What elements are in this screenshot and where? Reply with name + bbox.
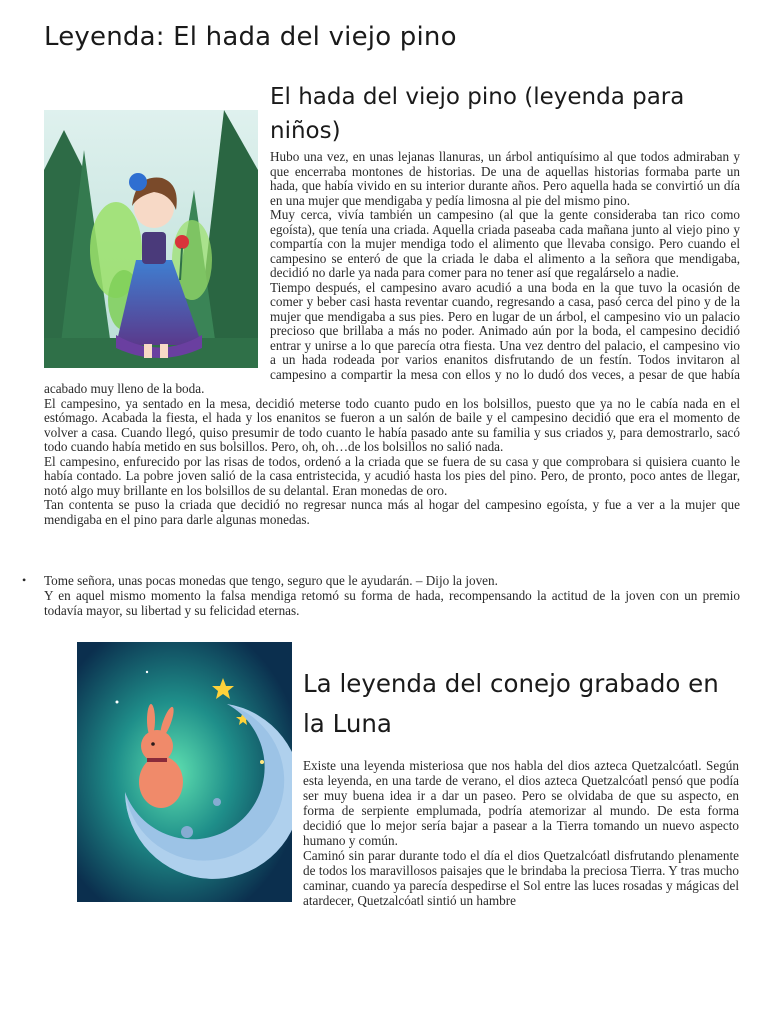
bullet-text: Tome señora, unas pocas monedas que tengo, seguro que le ayudarán. – Dijo la joven. [44, 573, 498, 588]
section1-paragraph-2: Muy cerca, vivía también un campesino (al que la gente consideraba tan rico como egoísta), que tenía una criada. Aquella criada paseaba cada mañana junto al viejo pino y compartía con la mujer mendiga todo el alimento que llevaba consigo. Pero cuando el campesino se enteró de que la criada le daba el alimento a la señora que mendigaba, decidió no darle ya nada para comer para no tener así que regalárselo a nadie. [270, 207, 740, 280]
rabbit-moon-illustration [77, 642, 292, 902]
section1-paragraph-1: Hubo una vez, en unas lejanas llanuras, un árbol antiquísimo al que todos admiraban y que encerraba montones de historias. De una de aquellas historias formaba parte un hada, que había vivido en su interior durante años. Pero aquella hada se convirtió un día en una mujer que mendigaba y pedía limosna al pie del mismo pino. [270, 149, 740, 208]
section1-heading: El hada del viejo pino (leyenda para niños) [270, 84, 685, 144]
section1-dialogue [22, 573, 740, 618]
section1-body [44, 150, 740, 527]
page-title: Leyenda: El hada del viejo pino [44, 22, 457, 52]
section1-closing: Y en aquel mismo momento la falsa mendiga retomó su forma de hada, recompensando la actitud de la joven con un premio todavía mayor, su libertad y su felicidad eternas. [44, 588, 740, 618]
section1-paragraph-4: El campesino, ya sentado en la mesa, decidió meterse todo cuanto pudo en los bolsillos, puesto que ya no le cabía nada en el estómago. Acabada la fiesta, el hada y los enanitos se fueron a un salón de baile y el campesino decidió que era el momento de volver a casa. Cuando llegó, quiso presumir de todo cuanto le había pasado ante su familia y sus criados y, para demostrarlo, sacó todo cuando había metido en sus bolsillos. Pero, oh, oh…de los bolsillos no salió nada. [44, 395, 740, 454]
bullet-item [22, 573, 740, 588]
bullet-dot: • [22, 573, 27, 587]
section1-paragraph-3: Tiempo después, el campesino avaro acudió a una boda en la que tuvo la ocasión de comer y beber casi hasta reventar cuando, regresando a casa, pasó cerca del pino y de la mujer que mendigaba a sus pies. Pero en lugar de un árbol, el campesino vio un palacio precioso que brillaba a más no poder. Animado aún por la boda, el campesino decidió entrar y unirse a lo que parecía otra fiesta. Una vez dentro del palacio, el campesino vio a un hada rodeada por varios enanitos disfrutando de un festín. Todos invitaron al campesino a compartir la mesa con ellos y no lo dudó dos veces, a pesar de que había acabado muy lleno de la boda. [44, 279, 740, 396]
section1-paragraph-5: El campesino, enfurecido por las risas de todos, ordenó a la criada que se fuera de su casa y que comprobara si quisiera cuanto le había contado. La pobre joven salió de la casa entristecida, y acudió hasta los pies del pino. Pero, de pronto, poco antes de llegar, notó algo muy brillante en los bolsillos de su delantal. Eran monedas de oro. [44, 453, 740, 498]
section2-heading: La leyenda del conejo grabado en la Luna [303, 669, 719, 738]
section2-body [303, 758, 739, 908]
section2-paragraph-1: Existe una leyenda misteriosa que nos habla del dios azteca Quetzalcóatl. Según esta leyenda, en una tarde de verano, el dios azteca Quetzalcóatl pensó que podía ser muy buena idea ir a dar un paseo. Pero se olvidaba de que su aspecto, en forma de serpiente emplumada, podría atemorizar al mundo. De esta forma decidió que lo mejor sería bajar a pasear a la Tierra tomando un nuevo aspecto humano y común. [303, 758, 739, 848]
section2-paragraph-2: Caminó sin parar durante todo el día el dios Quetzalcóatl disfrutando plenamente de todos los maravillosos paisajes que le brindaba la preciosa Tierra. Y tras mucho caminar, cuando ya parecía despedirse el Sol entre las luces rosadas y mágicas del atardecer, Quetzalcóatl sintió un hambre [303, 848, 739, 908]
section1-paragraph-6: Tan contenta se puso la criada que decidió no regresar nunca más al hogar del campesino egoísta, y fue a ver a la mujer que mendigaba en el pino para darle algunas monedas. [44, 497, 740, 527]
image-wrap-spacer [44, 150, 270, 370]
